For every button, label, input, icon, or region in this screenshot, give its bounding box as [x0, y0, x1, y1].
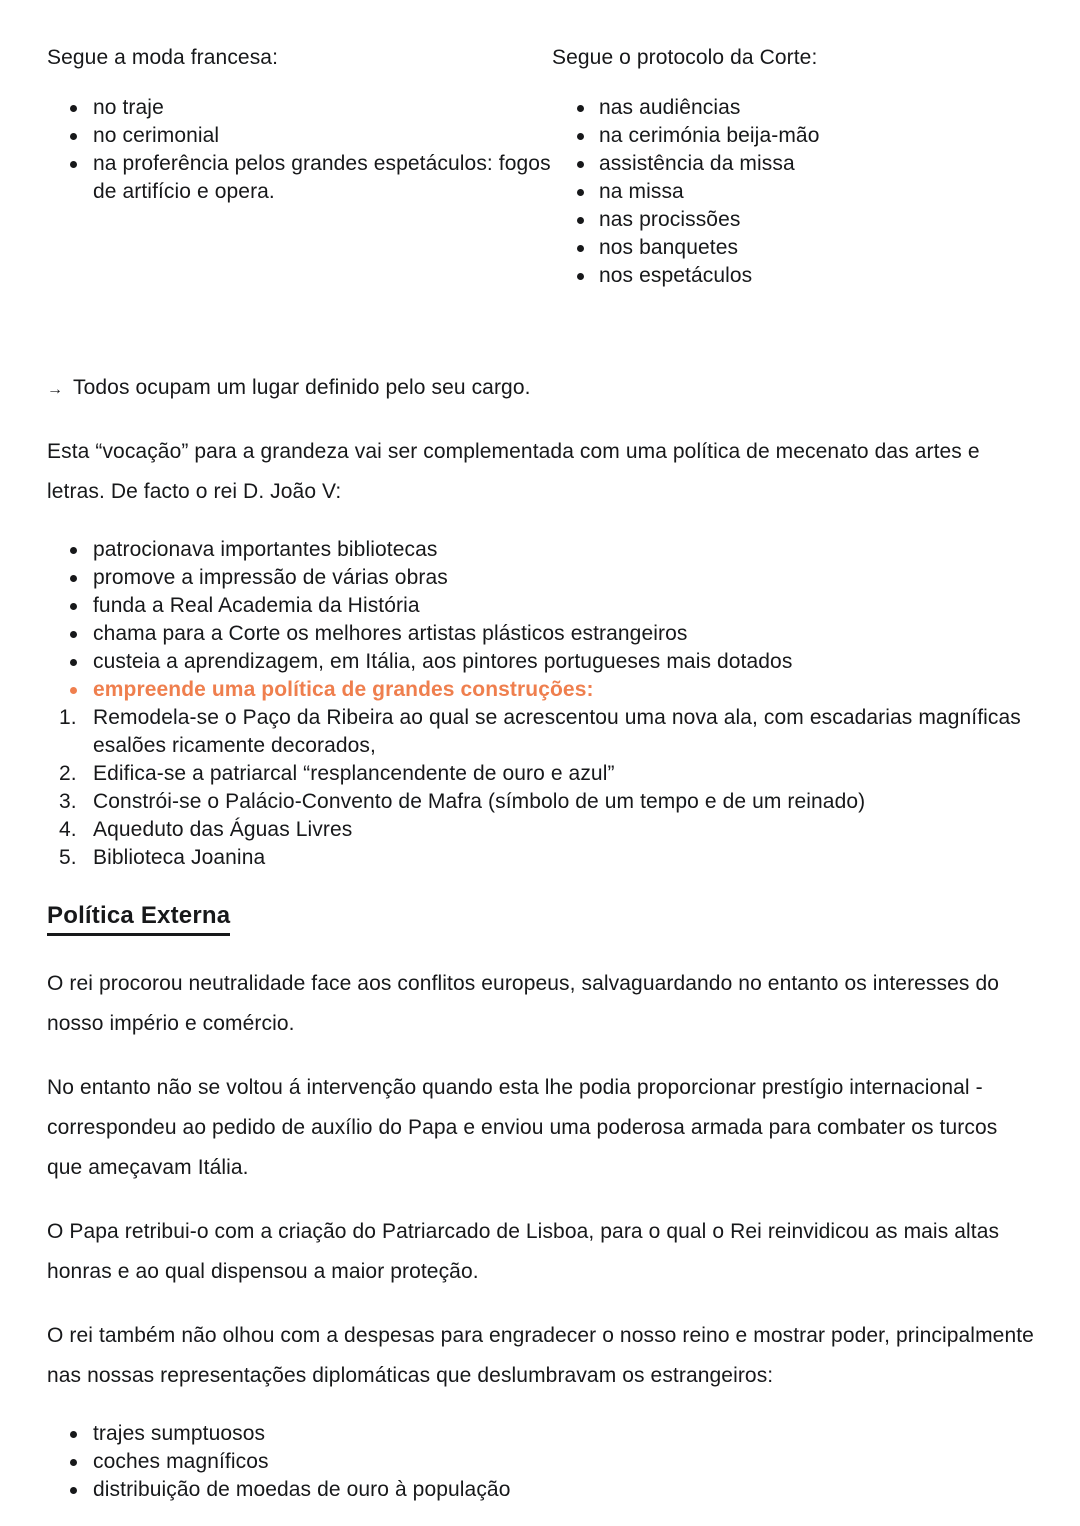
- list-moda-francesa: [47, 94, 552, 206]
- list-representacoes: [47, 1420, 1036, 1504]
- list-item: nos espetáculos: [552, 262, 1052, 290]
- list-item: nos banquetes: [552, 234, 1052, 262]
- two-column-block: [47, 44, 1036, 290]
- arrow-note-text: Todos ocupam um lugar definido pelo seu cargo.: [73, 376, 531, 399]
- list-item: coches magníficos: [47, 1448, 1036, 1476]
- list-item: na proferência pelos grandes espetáculos: fogos de artifício e opera.: [47, 150, 552, 206]
- right-arrow-icon: →: [47, 381, 64, 398]
- mecenato-intro-paragraph: Esta “vocação” para a grandeza vai ser complementada com uma política de mecenato das artes e letras. De facto o rei D. João V:: [47, 440, 980, 503]
- spacer: [47, 404, 1036, 432]
- list-item: na cerimónia beija-mão: [552, 122, 1052, 150]
- spacer: [47, 1396, 1036, 1420]
- column-heading-protocolo-corte: Segue o protocolo da Corte:: [552, 46, 818, 69]
- spacer: [47, 1044, 1036, 1068]
- spacer: [47, 362, 1036, 374]
- list-item: promove a impressão de várias obras: [47, 564, 1036, 592]
- list-item: no traje: [47, 94, 552, 122]
- column-heading-moda-francesa: Segue a moda francesa:: [47, 46, 279, 69]
- list-item: custeia a aprendizagem, em Itália, aos pintores portugueses mais dotados: [47, 648, 1036, 676]
- list-item: na missa: [552, 178, 1052, 206]
- arrow-note: [47, 374, 1036, 404]
- list-item: nas audiências: [552, 94, 1052, 122]
- paragraph-neutralidade: O rei procorou neutralidade face aos conflitos europeus, salvaguardando no entanto os interesses do nosso império e comércio.: [47, 972, 1000, 1035]
- list-item: Aqueduto das Águas Livres: [93, 818, 353, 841]
- list-item: chama para a Corte os melhores artistas plásticos estrangeiros: [47, 620, 1036, 648]
- column-protocolo-corte: [552, 44, 1052, 290]
- list-protocolo-corte: [552, 94, 1052, 290]
- paragraph-despesas: O rei também não olhou com a despesas para engradecer o nosso reino e mostrar poder, principalmente nas nossas representações diplomáticas que deslumbravam os estrangeiros:: [47, 1324, 1034, 1387]
- list-item: assistência da missa: [552, 150, 1052, 178]
- spacer: [47, 1188, 1036, 1212]
- section-heading-politica-externa: [47, 900, 1036, 936]
- column-moda-francesa: [47, 44, 552, 206]
- list-item: funda a Real Academia da História: [47, 592, 1036, 620]
- list-item: Biblioteca Joanina: [93, 846, 266, 869]
- spacer: [47, 512, 1036, 536]
- spacer: [47, 872, 1036, 900]
- spacer: [47, 290, 1036, 362]
- list-item: no cerimonial: [47, 122, 552, 150]
- list-item: Constrói-se o Palácio-Convento de Mafra (símbolo de um tempo e de um reinado): [93, 790, 866, 813]
- paragraph-intervencao: No entanto não se voltou á intervenção quando esta lhe podia proporcionar prestígio internacional - correspondeu ao pedido de auxílio do Papa e enviou uma poderosa armada para combater os turcos que ameçavam Itália.: [47, 1076, 998, 1179]
- paragraph-patriarcado: O Papa retribui-o com a criação do Patriarcado de Lisboa, para o qual o Rei reinvidicou as mais altas honras e ao qual dispensou a maior proteção.: [47, 1220, 1000, 1283]
- list-item: Edifica-se a patriarcal “resplancendente de ouro e azul”: [93, 762, 615, 785]
- list-grandes-construcoes: [47, 704, 1036, 872]
- list-mecenato: [47, 536, 1036, 704]
- list-item: patrocionava importantes bibliotecas: [47, 536, 1036, 564]
- list-item-highlighted: empreende uma política de grandes construções:: [47, 676, 1036, 704]
- list-item: distribuição de moedas de ouro à população: [47, 1476, 1036, 1504]
- section-heading-text: Política Externa: [47, 900, 230, 936]
- list-item: nas procissões: [552, 206, 1052, 234]
- list-item: Remodela-se o Paço da Ribeira ao qual se acrescentou uma nova ala, com escadarias magníficas esalões ricamente decorados,: [93, 706, 1021, 757]
- spacer: [47, 1292, 1036, 1316]
- spacer: [47, 936, 1036, 964]
- list-item: trajes sumptuosos: [47, 1420, 1036, 1448]
